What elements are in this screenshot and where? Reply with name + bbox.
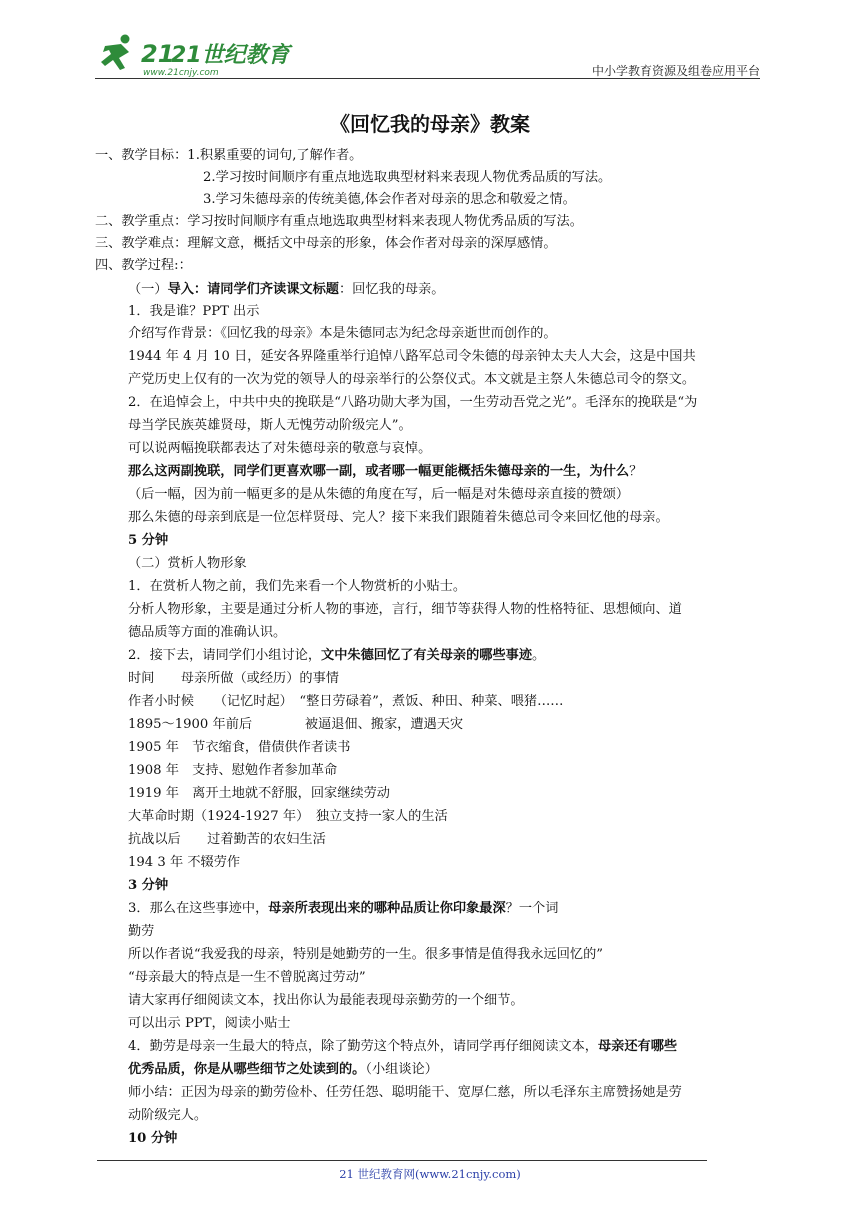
text-line <box>128 439 431 458</box>
document-title: 《回忆我的母亲》教案 <box>330 112 530 136</box>
text-segment: 师小结：正因为母亲的勤劳俭朴、任劳任怨、聪明能干、宽厚仁慈，所以毛泽东主席赞扬她是劳 <box>128 1085 682 1100</box>
text-line <box>128 485 629 504</box>
text-line <box>128 669 339 688</box>
text-line <box>128 600 682 619</box>
text-line <box>128 462 642 481</box>
text-segment: 1944 年 4 月 10 日，延安各界隆重举行追悼八路军总司令朱德的母亲钟太夫人大会，这是中国共 <box>128 349 696 364</box>
text-segment: 时间 母亲所做（或经历）的事情 <box>128 671 339 686</box>
text-line <box>95 212 583 231</box>
text-line <box>128 968 366 987</box>
bold-text: 母亲还有哪些 <box>597 1039 678 1054</box>
text-line <box>95 256 192 275</box>
text-segment: 1895～1900 年前后 被逼退佃、搬家，遭遇天灾 <box>128 717 464 732</box>
text-segment: ：回忆我的母亲。 <box>339 282 445 297</box>
text-line <box>128 1129 177 1148</box>
text-line <box>95 234 557 253</box>
text-line <box>128 646 545 665</box>
text-segment: 一、教学目标：1.积累重要的词句,了解作者。 <box>95 148 363 163</box>
text-segment: 。 <box>532 648 546 663</box>
text-segment: 产党历史上仅有的一次为党的领导人的母亲举行的公祭仪式。本文就是主祭人朱德总司令的祭文。 <box>128 372 696 387</box>
bold-text: 10 分钟 <box>128 1131 178 1146</box>
svg-text:www.21cnjy.com: www.21cnjy.com <box>143 68 219 78</box>
text-line <box>128 922 154 941</box>
text-line <box>128 945 603 964</box>
text-segment: （二）赏析人物形象 <box>128 556 247 571</box>
text-segment: “母亲最大的特点是一生不曾脱离过劳动” <box>128 970 366 985</box>
text-line <box>128 416 412 435</box>
text-line <box>128 1106 207 1125</box>
text-segment: 3.学习朱德母亲的传统美德,体会作者对母亲的思念和敬爱之情。 <box>203 192 576 207</box>
text-line <box>128 280 445 299</box>
text-segment: 二、教学重点：学习按时间顺序有重点地选取典型材料来表现人物优秀品质的写法。 <box>95 214 583 229</box>
text-line <box>128 761 337 780</box>
text-segment: 勤劳 <box>128 924 155 939</box>
text-line <box>128 577 466 596</box>
text-segment: 1908 年 支持、慰勉作者参加革命 <box>128 763 338 778</box>
text-segment: 大革命时期（1924-1927 年） 独立支持一家人的生活 <box>128 809 448 824</box>
text-line <box>128 347 696 366</box>
text-segment: 那么朱德的母亲到底是一位怎样贤母、完人？接下来我们跟随着朱德总司令来回忆他的母亲。 <box>128 510 669 525</box>
text-line <box>128 738 350 757</box>
text-line <box>128 1014 291 1033</box>
text-segment: 请大家再仔细阅读文本，找出你认为最能表现母亲勤劳的一个细节。 <box>128 993 524 1008</box>
text-segment: 母当学民族英雄贤母，斯人无愧劳动阶级完人”。 <box>128 418 412 433</box>
text-line <box>128 302 259 321</box>
svg-text:21世纪教育: 21世纪教育 <box>171 43 290 68</box>
text-line <box>128 715 463 734</box>
text-segment: 可以出示 PPT，阅读小贴士 <box>128 1016 291 1031</box>
text-line <box>128 393 697 412</box>
text-line <box>128 324 557 343</box>
header-divider <box>95 78 760 79</box>
text-segment: 抗战以后 过着勤苦的农妇生活 <box>128 832 326 847</box>
text-line <box>128 991 524 1010</box>
text-segment: 所以作者说“我爱我的母亲，特别是她勤劳的一生。很多事情是值得我永远回忆的” <box>128 947 604 962</box>
bold-text: 5 分钟 <box>128 533 169 548</box>
text-line <box>128 830 326 849</box>
bold-text: 文中朱德回忆了有关母亲的哪些事迹 <box>321 648 533 663</box>
text-line <box>203 190 576 209</box>
text-line <box>128 508 669 527</box>
text-segment: 1．在赏析人物之前，我们先来看一个人物赏析的小贴士。 <box>128 579 467 594</box>
text-segment: （一） <box>128 282 168 297</box>
text-segment: ？ <box>629 464 643 479</box>
text-line <box>128 1037 677 1056</box>
logo <box>95 32 290 78</box>
runner-icon <box>101 35 130 71</box>
text-segment: 三、教学难点：理解文意，概括文中母亲的形象，体会作者对母亲的深厚感情。 <box>95 236 557 251</box>
text-segment: 2．在追悼会上，中共中央的挽联是“八路功勋大孝为国，一生劳动吾党之光”。毛泽东的挽联是“为 <box>128 395 698 410</box>
text-segment: 动阶级完人。 <box>128 1108 208 1123</box>
text-segment: 作者小时候 （记忆时起） “整日劳碌着”，煮饭、种田、种菜、喂猪…… <box>128 694 564 709</box>
text-segment: 介绍写作背景：《回忆我的母亲》本是朱德同志为纪念母亲逝世而创作的。 <box>128 326 557 341</box>
text-line <box>128 853 240 872</box>
text-segment: 德品质等方面的准确认识。 <box>128 625 287 640</box>
bold-text: 3 分钟 <box>128 878 169 893</box>
bold-text: 那么这两副挽联，同学们更喜欢哪一副，或者哪一幅更能概括朱德母亲的一生，为什么 <box>128 464 630 479</box>
text-line <box>128 807 448 826</box>
bold-text: 导入：请同学们齐读课文标题 <box>167 282 339 297</box>
text-segment: 3．那么在这些事迹中， <box>128 901 269 916</box>
bold-text: 母亲所表现出来的哪种品质让你印象最深 <box>268 901 506 916</box>
svg-text:21: 21 <box>141 40 175 68</box>
text-segment: 1．我是谁？PPT 出示 <box>128 304 260 319</box>
text-line <box>128 1083 682 1102</box>
text-line <box>128 554 247 573</box>
text-segment: 可以说两幅挽联都表达了对朱德母亲的敬意与哀悼。 <box>128 441 432 456</box>
page-header <box>95 30 760 80</box>
text-line <box>128 370 695 389</box>
text-segment: 194 3 年 不辍劳作 <box>128 855 241 870</box>
bold-text: 优秀品质，你是从哪些细节之处读到的。 <box>128 1062 366 1077</box>
text-segment: 1919 年 离开土地就不舒服，回家继续劳动 <box>128 786 390 801</box>
text-line <box>128 1060 438 1079</box>
text-line <box>203 168 611 187</box>
text-segment: 分析人物形象，主要是通过分析人物的事迹，言行，细节等获得人物的性格特征、思想倾向、道 <box>128 602 682 617</box>
text-line <box>128 876 168 895</box>
platform-name: 中小学教育资源及组卷应用平台 <box>591 64 760 78</box>
text-line <box>128 531 168 550</box>
text-segment: 1905 年 节衣缩食，借债供作者读书 <box>128 740 351 755</box>
text-line <box>128 784 390 803</box>
footer-text: 21 世纪教育网(www.21cnjy.com) <box>339 1167 521 1181</box>
text-segment: 2.学习按时间顺序有重点地选取典型材料来表现人物优秀品质的写法。 <box>203 170 612 185</box>
text-line <box>128 692 563 711</box>
text-line <box>128 623 286 642</box>
text-line <box>128 899 558 918</box>
text-segment: 2．接下去，请同学们小组讨论， <box>128 648 322 663</box>
text-segment: （小组谈论） <box>365 1062 438 1077</box>
text-segment: （后一幅，因为前一幅更多的是从朱德的角度在写，后一幅是对朱德母亲直接的赞颂） <box>128 487 630 502</box>
text-segment: ？一个词 <box>505 901 559 916</box>
footer-divider <box>97 1160 707 1161</box>
text-segment: 四、教学过程:： <box>95 258 192 273</box>
text-segment: 4．勤劳是母亲一生最大的特点，除了勤劳这个特点外，请同学再仔细阅读文本， <box>128 1039 598 1054</box>
text-line <box>95 146 362 165</box>
